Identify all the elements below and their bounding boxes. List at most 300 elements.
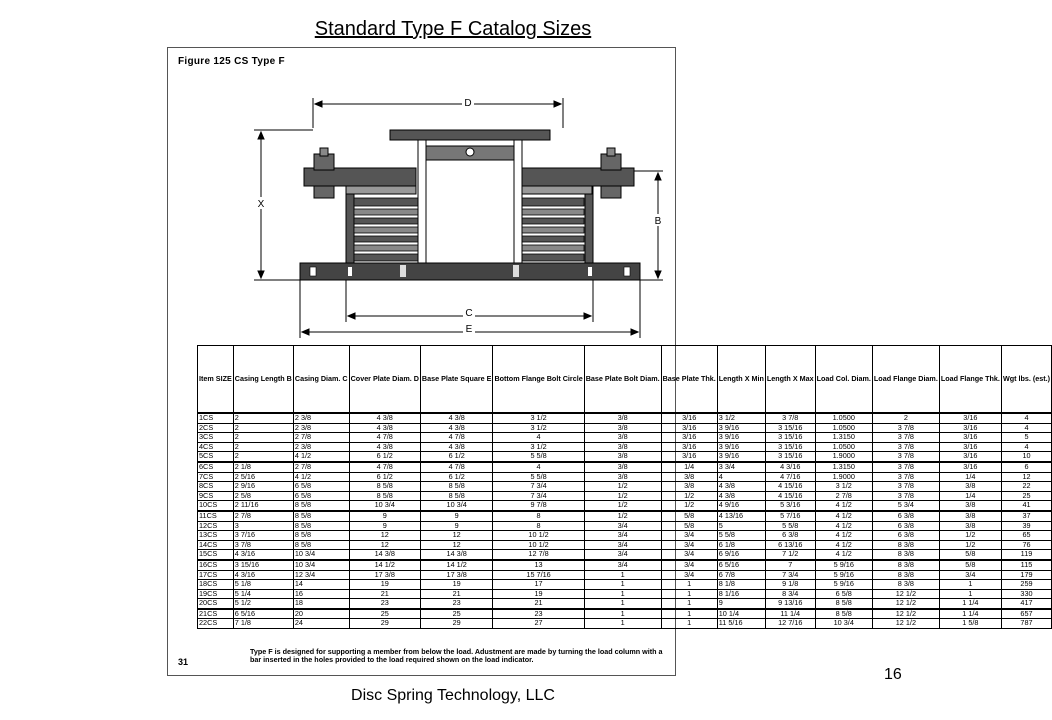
table-cell: 2 5/8: [233, 491, 293, 501]
table-cell: 4 3/8: [420, 413, 493, 423]
col-header: Wgt lbs. (est.): [1001, 346, 1051, 414]
slide-title: Standard Type F Catalog Sizes: [314, 18, 592, 40]
table-cell: 4 15/16: [765, 491, 815, 501]
table-cell: 8 5/8: [349, 491, 420, 501]
table-cell: 119: [1001, 550, 1051, 560]
table-cell: 76: [1001, 540, 1051, 550]
table-cell: 24: [293, 619, 349, 629]
table-cell: 1/2: [661, 491, 717, 501]
table-cell: 1: [661, 589, 717, 599]
table-cell: 787: [1001, 619, 1051, 629]
table-cell: 1/4: [661, 462, 717, 472]
table-cell: 5 1/2: [233, 599, 293, 609]
table-cell: 6 13/16: [765, 540, 815, 550]
table-cell: 3 15/16: [765, 452, 815, 462]
table-cell: 4 3/8: [420, 423, 493, 433]
table-row: [198, 580, 1052, 590]
table-cell: 7: [765, 560, 815, 570]
table-row: [198, 413, 1052, 423]
table-cell: 8 5/8: [349, 482, 420, 492]
table-cell: 3/4: [661, 540, 717, 550]
table-cell: 5 9/16: [815, 560, 872, 570]
table-cell: 3/8: [584, 413, 661, 423]
table-cell: 12CS: [198, 521, 234, 531]
table-cell: 14 3/8: [420, 550, 493, 560]
table-cell: 6 5/16: [717, 560, 765, 570]
table-cell: 3 1/2: [815, 482, 872, 492]
table-row: [198, 560, 1052, 570]
table-cell: 3 15/16: [765, 423, 815, 433]
table-cell: 3/16: [939, 413, 1001, 423]
table-cell: 3/4: [584, 560, 661, 570]
table-cell: 3 7/8: [872, 442, 939, 452]
table-cell: 22: [1001, 482, 1051, 492]
table-cell: 2: [233, 423, 293, 433]
table-cell: 4: [493, 462, 584, 472]
table-cell: 4: [1001, 442, 1051, 452]
table-cell: 12: [349, 531, 420, 541]
table-cell: 1: [939, 589, 1001, 599]
table-header-row: [198, 346, 1052, 414]
table-cell: 4 3/16: [233, 570, 293, 580]
table-cell: 4 3/8: [349, 423, 420, 433]
table-row: [198, 619, 1052, 629]
table-row: [198, 609, 1052, 619]
table-cell: 1: [584, 619, 661, 629]
table-cell: 8 1/16: [717, 589, 765, 599]
table-cell: 5: [717, 521, 765, 531]
col-header: Casing Length B: [233, 346, 293, 414]
table-cell: 2: [233, 442, 293, 452]
table-cell: 18CS: [198, 580, 234, 590]
table-cell: 17: [493, 580, 584, 590]
table-cell: 8 3/8: [872, 570, 939, 580]
table-cell: 115: [1001, 560, 1051, 570]
table-cell: 3 1/2: [493, 413, 584, 423]
table-cell: 4: [1001, 423, 1051, 433]
table-cell: 3 15/16: [233, 560, 293, 570]
col-header: Load Flange Thk.: [939, 346, 1001, 414]
table-cell: 20: [293, 609, 349, 619]
table-cell: 4 3/8: [349, 442, 420, 452]
table-cell: 3/16: [939, 423, 1001, 433]
table-cell: 19: [493, 589, 584, 599]
dim-x-label: X: [257, 199, 265, 210]
table-cell: 3/4: [661, 550, 717, 560]
table-cell: 3/4: [584, 540, 661, 550]
table-cell: 7 1/2: [765, 550, 815, 560]
table-cell: 8 1/8: [717, 580, 765, 590]
table-cell: 16CS: [198, 560, 234, 570]
table-cell: 12 7/16: [765, 619, 815, 629]
table-cell: 14: [293, 580, 349, 590]
table-cell: 2 9/16: [233, 482, 293, 492]
table-cell: 65: [1001, 531, 1051, 541]
table-cell: 3 9/16: [717, 433, 765, 443]
table-cell: 12 7/8: [493, 550, 584, 560]
table-cell: 8 3/8: [872, 560, 939, 570]
table-cell: 3CS: [198, 433, 234, 443]
table-cell: 1: [584, 589, 661, 599]
table-cell: 3/8: [661, 482, 717, 492]
dim-c-label: C: [465, 308, 473, 319]
table-cell: 3 7/8: [872, 482, 939, 492]
table-cell: 37: [1001, 511, 1051, 521]
table-cell: 14 3/8: [349, 550, 420, 560]
table-cell: 8 5/8: [293, 540, 349, 550]
table-cell: 3 9/16: [717, 423, 765, 433]
table-cell: 6 3/8: [872, 511, 939, 521]
table-cell: 22CS: [198, 619, 234, 629]
table-cell: 39: [1001, 521, 1051, 531]
casing-flange-left: [304, 168, 416, 186]
table-cell: 1.9000: [815, 452, 872, 462]
table-cell: 12 1/2: [872, 609, 939, 619]
table-cell: 17 3/8: [349, 570, 420, 580]
table-cell: 1/2: [584, 501, 661, 511]
table-cell: 8 5/8: [293, 521, 349, 531]
table-cell: 1.0500: [815, 442, 872, 452]
table-cell: 14 1/2: [349, 560, 420, 570]
table-cell: 9: [717, 599, 765, 609]
col-header: Base Plate Bolt Diam.: [584, 346, 661, 414]
table-cell: 1: [661, 619, 717, 629]
table-cell: 1/2: [939, 540, 1001, 550]
table-cell: 5: [1001, 433, 1051, 443]
table-cell: 6 5/8: [293, 491, 349, 501]
table-cell: 1/4: [939, 472, 1001, 482]
table-cell: 17 3/8: [420, 570, 493, 580]
table-cell: 2 1/8: [233, 462, 293, 472]
table-cell: 14 1/2: [420, 560, 493, 570]
table-cell: 3 3/4: [717, 462, 765, 472]
page-number: 16: [884, 666, 902, 683]
table-cell: 3/4: [584, 521, 661, 531]
table-cell: 3 7/8: [233, 540, 293, 550]
table-cell: 8: [493, 511, 584, 521]
table-cell: 1: [939, 580, 1001, 590]
table-cell: 4 1/2: [815, 501, 872, 511]
table-cell: 3/16: [939, 433, 1001, 443]
table-cell: 15CS: [198, 550, 234, 560]
table-cell: 4 1/2: [293, 452, 349, 462]
table-row: [198, 511, 1052, 521]
table-cell: 6 1/8: [717, 540, 765, 550]
table-cell: 9: [349, 511, 420, 521]
table-cell: 6 1/2: [349, 472, 420, 482]
table-cell: 6 5/8: [293, 482, 349, 492]
table-cell: 6 3/8: [872, 521, 939, 531]
table-cell: 20CS: [198, 599, 234, 609]
table-cell: 1/2: [584, 491, 661, 501]
table-cell: 29: [420, 619, 493, 629]
table-cell: 5/8: [939, 560, 1001, 570]
table-cell: 9 13/16: [765, 599, 815, 609]
table-cell: 4 15/16: [765, 482, 815, 492]
table-cell: 657: [1001, 609, 1051, 619]
table-cell: 3 7/8: [872, 423, 939, 433]
table-cell: 3 7/8: [872, 462, 939, 472]
table-cell: 13CS: [198, 531, 234, 541]
table-cell: 3/8: [939, 501, 1001, 511]
table-cell: 3/8: [661, 472, 717, 482]
table-cell: 8 5/8: [815, 599, 872, 609]
table-cell: 3/4: [584, 531, 661, 541]
table-cell: 15 7/16: [493, 570, 584, 580]
table-cell: 2 7/8: [815, 491, 872, 501]
table-cell: 3 7/8: [872, 452, 939, 462]
table-cell: 1: [584, 609, 661, 619]
table-cell: 4 3/8: [349, 413, 420, 423]
table-cell: 8 5/8: [420, 482, 493, 492]
table-cell: 7CS: [198, 472, 234, 482]
table-cell: 9: [420, 521, 493, 531]
table-cell: 6 3/8: [765, 531, 815, 541]
table-row: [198, 433, 1052, 443]
table-cell: 8CS: [198, 482, 234, 492]
table-cell: 21CS: [198, 609, 234, 619]
table-cell: 4 7/8: [420, 462, 493, 472]
table-cell: 3/16: [939, 442, 1001, 452]
table-cell: 1: [661, 599, 717, 609]
table-cell: 3/4: [661, 570, 717, 580]
table-cell: 4 3/8: [717, 491, 765, 501]
table-cell: 19: [349, 580, 420, 590]
table-cell: 2: [233, 433, 293, 443]
table-cell: 8 5/8: [815, 609, 872, 619]
table-cell: 8 3/8: [872, 550, 939, 560]
table-cell: 1 1/4: [939, 609, 1001, 619]
table-row: [198, 452, 1052, 462]
table-cell: 17CS: [198, 570, 234, 580]
table-cell: 3/8: [584, 452, 661, 462]
col-header: Base Plate Square E: [420, 346, 493, 414]
table-cell: 23: [420, 599, 493, 609]
table-cell: 4 3/8: [717, 482, 765, 492]
figure-label: Figure 125 CS Type F: [178, 56, 285, 67]
table-cell: 1/2: [939, 531, 1001, 541]
col-header: Cover Plate Diam. D: [349, 346, 420, 414]
table-cell: 1.0500: [815, 413, 872, 423]
col-header: Item SIZE: [198, 346, 234, 414]
table-cell: 8 5/8: [293, 501, 349, 511]
table-cell: 3 7/8: [872, 491, 939, 501]
table-cell: 3 7/8: [765, 413, 815, 423]
table-cell: 5 5/8: [493, 472, 584, 482]
table-cell: 12: [420, 531, 493, 541]
table-cell: 4CS: [198, 442, 234, 452]
table-row: [198, 462, 1052, 472]
table-cell: 2CS: [198, 423, 234, 433]
table-cell: 9: [349, 521, 420, 531]
table-cell: 1CS: [198, 413, 234, 423]
table-cell: 10 1/2: [493, 540, 584, 550]
table-cell: 14CS: [198, 540, 234, 550]
table-cell: 25: [420, 609, 493, 619]
table-cell: 5 7/16: [765, 511, 815, 521]
table-cell: 4 7/16: [765, 472, 815, 482]
table-cell: 5 5/8: [717, 531, 765, 541]
table-cell: 3/16: [939, 462, 1001, 472]
table-cell: 1/2: [661, 501, 717, 511]
table-cell: 21: [349, 589, 420, 599]
table-cell: 8 3/8: [872, 580, 939, 590]
table-cell: 41: [1001, 501, 1051, 511]
table-cell: 12 1/2: [872, 619, 939, 629]
table-cell: 1: [661, 609, 717, 619]
catalog-sheet: [167, 47, 1051, 676]
table-cell: 3/16: [661, 452, 717, 462]
table-cell: 6 3/8: [872, 531, 939, 541]
table-cell: 6: [1001, 462, 1051, 472]
table-cell: 3 1/2: [493, 442, 584, 452]
table-cell: 6CS: [198, 462, 234, 472]
table-cell: 2 3/8: [293, 413, 349, 423]
table-cell: 179: [1001, 570, 1051, 580]
table-cell: 1/2: [584, 511, 661, 521]
table-cell: 1: [584, 570, 661, 580]
table-cell: 8 5/8: [293, 511, 349, 521]
table-cell: 3 15/16: [765, 442, 815, 452]
table-cell: 4: [717, 472, 765, 482]
table-cell: 5 5/8: [493, 452, 584, 462]
table-cell: 2 11/16: [233, 501, 293, 511]
table-cell: 21: [420, 589, 493, 599]
table-cell: 3/16: [661, 433, 717, 443]
dimension-d: [313, 98, 563, 128]
table-cell: 10: [1001, 452, 1051, 462]
table-cell: 7 1/8: [233, 619, 293, 629]
table-cell: 4 1/2: [815, 521, 872, 531]
table-cell: 4 1/2: [815, 511, 872, 521]
table-cell: 12 3/4: [293, 570, 349, 580]
table-cell: 3/8: [939, 511, 1001, 521]
table-cell: 3/4: [939, 570, 1001, 580]
table-cell: 11 1/4: [765, 609, 815, 619]
table-row: [198, 550, 1052, 560]
sheet-note: Type F is designed for supporting a member from below the load. Adustment are made by turning the load column with a bar inserted in the holes provided to the load required shown on the load indicator.: [250, 647, 663, 664]
table-cell: 4 13/16: [717, 511, 765, 521]
col-header: Load Col. Diam.: [815, 346, 872, 414]
table-cell: 6 1/2: [420, 452, 493, 462]
casing-flange-right: [522, 168, 634, 186]
table-cell: 12: [1001, 472, 1051, 482]
table-cell: 1.0500: [815, 423, 872, 433]
table-cell: 4 3/16: [233, 550, 293, 560]
table-cell: 1.9000: [815, 472, 872, 482]
table-cell: 3 9/16: [717, 442, 765, 452]
table-cell: 2: [233, 452, 293, 462]
table-cell: 1/2: [584, 482, 661, 492]
table-cell: 8 3/4: [765, 589, 815, 599]
table-cell: 5 3/4: [872, 501, 939, 511]
table-cell: 10 3/4: [815, 619, 872, 629]
table-cell: 3 7/8: [872, 433, 939, 443]
table-cell: 21: [493, 599, 584, 609]
table-cell: 1: [661, 580, 717, 590]
table-cell: 4 7/8: [349, 433, 420, 443]
table-cell: 5/8: [939, 550, 1001, 560]
table-cell: 1.3150: [815, 462, 872, 472]
table-cell: 23: [493, 609, 584, 619]
table-cell: 9CS: [198, 491, 234, 501]
table-cell: 3 7/16: [233, 531, 293, 541]
table-cell: 5/8: [661, 511, 717, 521]
table-cell: 5CS: [198, 452, 234, 462]
table-cell: 4 7/8: [349, 462, 420, 472]
table-cell: 9 1/8: [765, 580, 815, 590]
table-cell: 10 3/4: [420, 501, 493, 511]
table-cell: 3/16: [661, 423, 717, 433]
table-cell: 27: [493, 619, 584, 629]
table-cell: 3 15/16: [765, 433, 815, 443]
load-flange: [390, 130, 550, 140]
table-cell: 6 9/16: [717, 550, 765, 560]
table-cell: 3/4: [661, 531, 717, 541]
table-cell: 10 1/2: [493, 531, 584, 541]
table-cell: 259: [1001, 580, 1051, 590]
table-cell: 11 5/16: [717, 619, 765, 629]
table-cell: 3 1/2: [717, 413, 765, 423]
table-row: [198, 482, 1052, 492]
table-cell: 29: [349, 619, 420, 629]
table-cell: 3/16: [661, 413, 717, 423]
table-cell: 3/8: [939, 521, 1001, 531]
table-cell: 12 1/2: [872, 589, 939, 599]
table-cell: 9 7/8: [493, 501, 584, 511]
table-row: [198, 501, 1052, 511]
table-cell: 10 3/4: [349, 501, 420, 511]
col-header: Base Plate Thk.: [661, 346, 717, 414]
table-cell: 4 7/8: [420, 433, 493, 443]
table-cell: 13: [493, 560, 584, 570]
table-cell: 10 3/4: [293, 550, 349, 560]
table-cell: 9: [420, 511, 493, 521]
col-header: Bottom Flange Bolt Circle: [493, 346, 584, 414]
table-cell: 2 7/8: [293, 433, 349, 443]
table-cell: 18: [293, 599, 349, 609]
table-cell: 3 1/2: [493, 423, 584, 433]
table-cell: 1: [584, 580, 661, 590]
table-cell: 12 1/2: [872, 599, 939, 609]
table-cell: 7 3/4: [493, 491, 584, 501]
table-cell: 4 1/2: [815, 531, 872, 541]
table-cell: 1 1/4: [939, 599, 1001, 609]
table-cell: 4 1/2: [815, 540, 872, 550]
table-cell: 5/8: [661, 521, 717, 531]
catalog-table: [197, 345, 1052, 629]
table-cell: 12: [349, 540, 420, 550]
table-cell: 2: [872, 413, 939, 423]
table-cell: 6 5/16: [233, 609, 293, 619]
table-cell: 5 9/16: [815, 570, 872, 580]
table-cell: 25: [1001, 491, 1051, 501]
table-cell: 5 1/8: [233, 580, 293, 590]
table-cell: 6 5/8: [815, 589, 872, 599]
table-body: [198, 413, 1052, 629]
dim-e-label: E: [465, 324, 473, 335]
table-cell: 3/4: [584, 550, 661, 560]
table-cell: 3/8: [584, 472, 661, 482]
table-cell: 3/8: [939, 482, 1001, 492]
table-cell: 4 9/16: [717, 501, 765, 511]
sheet-number: 31: [178, 657, 189, 667]
table-cell: 2 7/8: [233, 511, 293, 521]
table-cell: 2 7/8: [293, 462, 349, 472]
table-cell: 6 7/8: [717, 570, 765, 580]
table-cell: 10 3/4: [293, 560, 349, 570]
table-cell: 4 3/16: [765, 462, 815, 472]
